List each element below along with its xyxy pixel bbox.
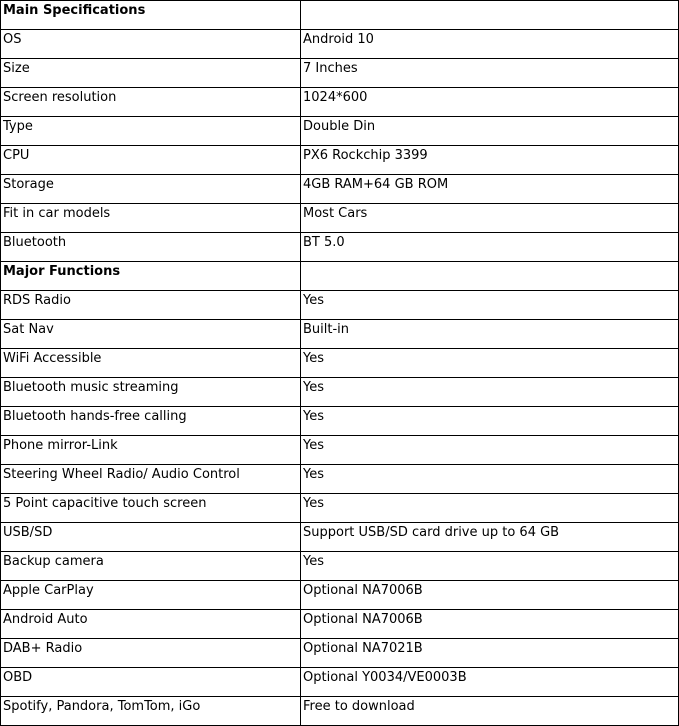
spec-label-cell [1, 233, 301, 262]
spec-value: Yes [303, 467, 324, 482]
spec-value-cell [301, 581, 679, 610]
section-title-empty-cell [301, 262, 679, 291]
table-row [1, 668, 679, 697]
spec-label-cell [1, 175, 301, 204]
spec-value-cell [301, 436, 679, 465]
spec-label-cell [1, 639, 301, 668]
spec-label-cell [1, 88, 301, 117]
spec-label: Storage [3, 177, 54, 192]
spec-value: Android 10 [303, 32, 374, 47]
spec-value-cell [301, 552, 679, 581]
spec-label: OBD [3, 670, 33, 685]
spec-label-cell [1, 117, 301, 146]
spec-label-cell [1, 494, 301, 523]
spec-value-cell [301, 204, 679, 233]
table-row [1, 146, 679, 175]
spec-label: Apple CarPlay [3, 583, 94, 598]
spec-value: Free to download [303, 699, 415, 714]
spec-value-cell [301, 668, 679, 697]
spec-value: 4GB RAM+64 GB ROM [303, 177, 449, 192]
spec-label: Android Auto [3, 612, 88, 627]
spec-value-cell [301, 639, 679, 668]
table-row [1, 523, 679, 552]
spec-label-cell [1, 668, 301, 697]
spec-label: Size [3, 61, 30, 76]
table-row [1, 436, 679, 465]
table-row [1, 88, 679, 117]
spec-label: Type [3, 119, 33, 134]
spec-value-cell [301, 291, 679, 320]
spec-label-cell [1, 59, 301, 88]
table-row [1, 175, 679, 204]
spec-label: Phone mirror-Link [3, 438, 118, 453]
spec-value-cell [301, 349, 679, 378]
spec-value: Support USB/SD card drive up to 64 GB [303, 525, 560, 540]
spec-value-cell [301, 117, 679, 146]
spec-label: RDS Radio [3, 293, 71, 308]
spec-value: 7 Inches [303, 61, 358, 76]
spec-label-cell [1, 523, 301, 552]
spec-label: Bluetooth music streaming [3, 380, 179, 395]
table-row [1, 30, 679, 59]
table-row [1, 581, 679, 610]
spec-label: Sat Nav [3, 322, 54, 337]
spec-value: BT 5.0 [303, 235, 345, 250]
spec-label-cell [1, 465, 301, 494]
table-row [1, 494, 679, 523]
section-title-empty-cell [301, 1, 679, 30]
spec-label: CPU [3, 148, 30, 163]
spec-value-cell [301, 146, 679, 175]
spec-value: Yes [303, 496, 324, 511]
table-row [1, 552, 679, 581]
spec-label-cell [1, 30, 301, 59]
spec-value: Double Din [303, 119, 376, 134]
spec-value: Most Cars [303, 206, 368, 221]
spec-value: Optional NA7006B [303, 583, 423, 598]
table-row [1, 610, 679, 639]
table-row [1, 378, 679, 407]
table-row [1, 697, 679, 726]
spec-label: Backup camera [3, 554, 104, 569]
spec-value-cell [301, 233, 679, 262]
spec-label-cell [1, 204, 301, 233]
spec-value-cell [301, 30, 679, 59]
spec-label-cell [1, 610, 301, 639]
spec-value: Yes [303, 438, 324, 453]
table-row [1, 291, 679, 320]
spec-label: Spotify, Pandora, TomTom, iGo [3, 699, 201, 714]
spec-value-cell [301, 465, 679, 494]
spec-label-cell [1, 552, 301, 581]
spec-label-cell [1, 291, 301, 320]
spec-value-cell [301, 523, 679, 552]
table-row [1, 465, 679, 494]
spec-value: PX6 Rockchip 3399 [303, 148, 428, 163]
spec-value: Optional NA7021B [303, 641, 423, 656]
table-row [1, 639, 679, 668]
spec-value-cell [301, 697, 679, 726]
table-row [1, 59, 679, 88]
spec-label: DAB+ Radio [3, 641, 83, 656]
table-row [1, 407, 679, 436]
spec-label: Steering Wheel Radio/ Audio Control [3, 467, 240, 482]
spec-label: Bluetooth hands-free calling [3, 409, 187, 424]
table-row [1, 233, 679, 262]
spec-value: Yes [303, 554, 324, 569]
section-title-cell [1, 1, 301, 30]
spec-label: Bluetooth [3, 235, 67, 250]
spec-value: Optional Y0034/VE0003B [303, 670, 467, 685]
spec-value-cell [301, 320, 679, 349]
spec-value-cell [301, 59, 679, 88]
spec-label: 5 Point capacitive touch screen [3, 496, 207, 511]
spec-label-cell [1, 320, 301, 349]
spec-value: Yes [303, 293, 324, 308]
spec-label-cell [1, 146, 301, 175]
spec-value-cell [301, 494, 679, 523]
spec-value: Optional NA7006B [303, 612, 423, 627]
spec-value-cell [301, 378, 679, 407]
spec-value: Yes [303, 380, 324, 395]
spec-label-cell [1, 581, 301, 610]
spec-value-cell [301, 88, 679, 117]
spec-label: Fit in car models [3, 206, 111, 221]
table-row [1, 204, 679, 233]
section-title: Main Specifications [3, 3, 146, 18]
spec-label-cell [1, 697, 301, 726]
section-header-row [1, 1, 679, 30]
specifications-table-body [1, 1, 679, 726]
spec-label-cell [1, 378, 301, 407]
spec-value-cell [301, 175, 679, 204]
spec-label: Screen resolution [3, 90, 117, 105]
section-header-row [1, 262, 679, 291]
section-title-cell [1, 262, 301, 291]
spec-value: Yes [303, 409, 324, 424]
spec-value: Built-in [303, 322, 350, 337]
spec-label: OS [3, 32, 22, 47]
spec-label-cell [1, 349, 301, 378]
section-title: Major Functions [3, 264, 121, 279]
spec-value: Yes [303, 351, 324, 366]
table-row [1, 349, 679, 378]
table-row [1, 320, 679, 349]
spec-value-cell [301, 610, 679, 639]
table-row [1, 117, 679, 146]
spec-value-cell [301, 407, 679, 436]
spec-label-cell [1, 407, 301, 436]
spec-value: 1024*600 [303, 90, 368, 105]
spec-label-cell [1, 436, 301, 465]
spec-label: USB/SD [3, 525, 53, 540]
spec-label: WiFi Accessible [3, 351, 102, 366]
